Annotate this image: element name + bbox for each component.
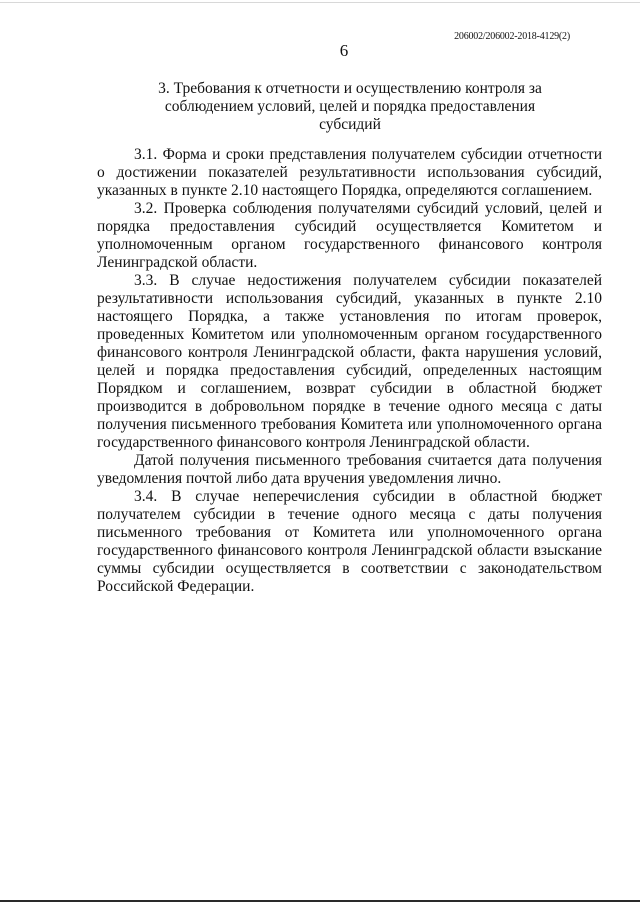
scan-edge-top <box>0 2 640 3</box>
paragraph-3-4: 3.4. В случае неперечисления субсидии в областной бюджет получателем субсидии в течение одного месяца с даты получения письменного требования от Комитета или уполномоченного органа государственного финансового контроля Ленинградской области взыскание суммы субсидии осуществляется в соответствии с законодательством Российской Федерации. <box>97 488 602 595</box>
paragraph-3-3: 3.3. В случае недостижения получателем субсидии показателей результативности использования субсидий, указанных в пункте 2.10 настоящего Порядка, а также установления по итогам проверок, проведенных Комитетом или уполномоченным органом государственного финансового контроля Ленинградской области, факта нарушения условий, целей и порядка предоставления субсидий, определенных настоящим Порядком и соглашением, возврат субсидии в областной бюджет производится в добровольном порядке в течение одного месяца с даты получения письменного требования Комитета или уполномоченного органа государственного финансового контроля Ленинградской области. <box>97 272 602 451</box>
scan-edge-bottom <box>0 900 640 902</box>
paragraph-3-2: 3.2. Проверка соблюдения получателями субсидий условий, целей и порядка предоставления субсидий осуществляется Комитетом и уполномоченным органом государственного финансового контроля Ленинградской области. <box>97 200 602 271</box>
paragraph-3-1: 3.1. Форма и сроки представления получателем субсидии отчетности о достижении показателей результативности использования субсидий, указанных в пункте 2.10 настоящего Порядка, определяются соглашением. <box>97 146 602 199</box>
page-number: 6 <box>339 41 349 60</box>
paragraph-receipt-date: Датой получения письменного требования считается дата получения уведомления почтой либо дата вручения уведомления лично. <box>97 452 602 487</box>
document-id: 206002/206002-2018-4129(2) <box>454 31 570 42</box>
section-title: 3. Требования к отчетности и осуществлению контроля за соблюдением условий, целей и порядка предоставления субсидий <box>158 80 542 133</box>
document-body <box>97 146 602 596</box>
